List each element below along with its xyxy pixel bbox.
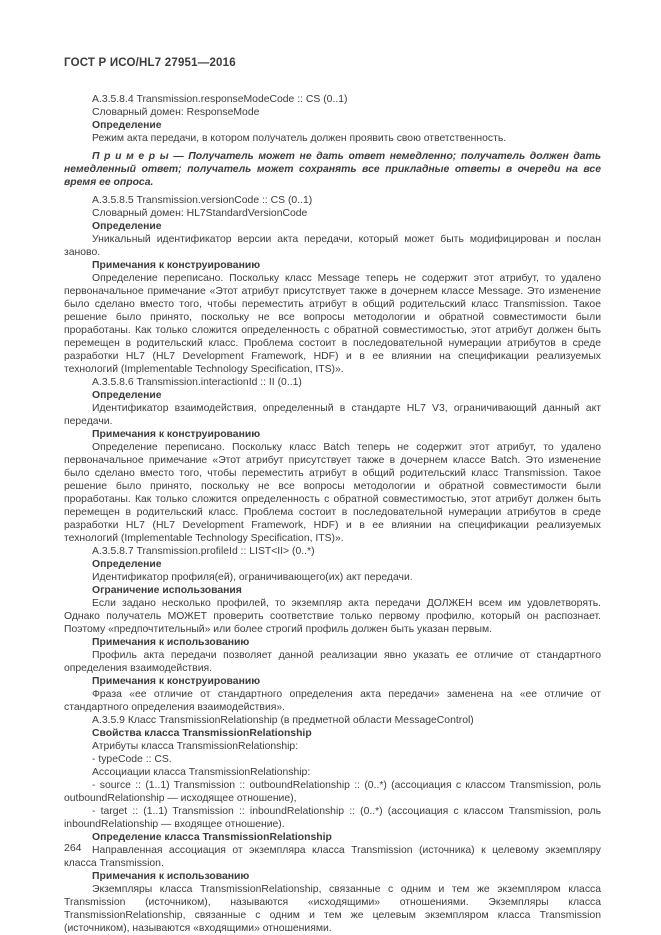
paragraph: Определение переписано. Поскольку класс Message теперь не содержит этот атрибут, то удалено первоначальное примечание «Этот атрибут присутствует также в дочернем классе Message. Это изменение было сделано вместо того, чтобы переместить атрибут в общий родительский класс Transmission. Такое решение было принято, поскольку не все вопросы методологии и обратной совместимости были проработаны. Как только сложится определенность с обратной совместимостью, этот атрибут должен быть перемещен в родительский класс. Проблема состоит в последовательной нумерации атрибутов в среде разработки HL7 (HL7 Development Framework, HDF) и в ее влиянии на спецификации реализуемых технологий (Implementable Technology Specification, ITS)». <box>64 273 601 375</box>
paragraph: Атрибуты класса TransmissionRelationship: <box>92 741 299 752</box>
subsection-heading: Определение <box>92 120 162 131</box>
subsection-heading: Примечания к конструированию <box>92 676 261 687</box>
subsection-heading: Свойства класса TransmissionRelationship <box>92 728 312 739</box>
document-content <box>64 93 601 935</box>
paragraph: Словарный домен: HL7StandardVersionCode <box>92 208 308 219</box>
paragraph: Профиль акта передачи позволяет данной реализации явно указать ее отличие от стандартного определения взаимодействия. <box>64 650 601 674</box>
paragraph: Фраза «ее отличие от стандартного определения акта передачи» заменена на «ее отличие от стандартного определения взаимодействия». <box>64 689 601 713</box>
subsection-heading: Примечания к использованию <box>92 637 250 648</box>
paragraph: А.3.5.8.7 Transmission.profileId :: LIST<II> (0..*) <box>92 546 315 557</box>
subsection-heading: Определение <box>92 221 162 232</box>
paragraph: А.3.5.8.5 Transmission.versionCode :: CS (0..1) <box>92 195 313 206</box>
paragraph: - target :: (1..1) Transmission :: inboundRelationship :: (0..*) (ассоциация с классом Transmission, роль inboundRelationship — входящее отношение). <box>64 806 601 830</box>
paragraph: - source :: (1..1) Transmission :: outboundRelationship :: (0..*) (ассоциация с классом Transmission, роль outboundRelationship — исходящее отношение), <box>64 780 601 804</box>
paragraph: А.3.5.8.4 Transmission.responseModeCode :: CS (0..1) <box>92 94 348 105</box>
subsection-heading: Ограничение использования <box>92 585 242 596</box>
paragraph: Если задано несколько профилей, то экземпляр акта передачи ДОЛЖЕН всем им удовлетворять. Однако получатель МОЖЕТ проверить соответствие только первому профилю, который он распознает. Поэтому «предпочтительный» или более строгий профиль должен быть указан первым. <box>64 598 601 635</box>
paragraph: Уникальный идентификатор версии акта передачи, который может быть модифицирован и послан заново. <box>64 234 601 258</box>
subsection-heading: Определение <box>92 390 162 401</box>
paragraph: Идентификатор профиля(ей), ограничивающего(их) акт передачи. <box>92 572 413 583</box>
subsection-heading: Определение <box>92 559 162 570</box>
subsection-heading: Примечания к конструированию <box>92 260 261 271</box>
paragraph: А.3.5.8.6 Transmission.interactionId :: II (0..1) <box>92 377 302 388</box>
paragraph: Определение переписано. Поскольку класс Batch теперь не содержит этот атрибут, то удалено первоначальное примечание «Этот атрибут присутствует также в дочернем классе Batch. Это изменение было сделано вместо того, чтобы переместить атрибут в общий родительский класс Transmission. Такое решение было принято, поскольку не все вопросы методологии и обратной совместимости были проработаны. Как только сложится определенность с обратной совместимостью, этот атрибут должен быть перемещен в родительский класс. Проблема состоит в последовательной нумерации атрибутов в среде разработки HL7 (HL7 Development Framework, HDF) и в ее влиянии на спецификации реализуемых технологий (Implementable Technology Specification, ITS)». <box>64 442 601 544</box>
paragraph: Ассоциации класса TransmissionRelationship: <box>92 767 311 778</box>
example-note: П р и м е р ы — Получатель может не дать ответ немедленно; получатель должен дать немедленный ответ; получатель может сохранять все прикладные ответы в очереди на все время ее опроса. <box>64 151 601 188</box>
page-number: 264 <box>64 842 82 854</box>
subsection-heading: Определение класса TransmissionRelationship <box>92 832 332 843</box>
paragraph: Направленная ассоциация от экземпляра класса Transmission (источника) к целевому экземпляру класса Transmission. <box>64 845 601 869</box>
paragraph: - typeCode :: CS. <box>92 754 172 765</box>
subsection-heading: Примечания к конструированию <box>92 429 261 440</box>
paragraph: Экземпляры класса TransmissionRelationship, связанные с одним и тем же экземпляром класса Transmission (источником), называются «исходящими» отношениями. Экземпляры класса TransmissionRelationship, связанные с одним и тем же целевым экземпляром класса Transmission (источником), называются «входящими» отношениями. <box>64 884 601 934</box>
document-title-header: ГОСТ Р ИСО/HL7 27951—2016 <box>64 57 236 69</box>
subsection-heading: Примечания к использованию <box>92 871 250 882</box>
paragraph: Режим акта передачи, в котором получатель должен проявить свою ответственность. <box>92 133 507 144</box>
paragraph: Идентификатор взаимодействия, определенный в стандарте HL7 V3, ограничивающий данный акт передачи. <box>64 403 601 427</box>
paragraph: Словарный домен: ResponseMode <box>92 107 260 118</box>
paragraph: А.3.5.9 Класс TransmissionRelationship (в предметной области MessageControl) <box>92 715 474 726</box>
